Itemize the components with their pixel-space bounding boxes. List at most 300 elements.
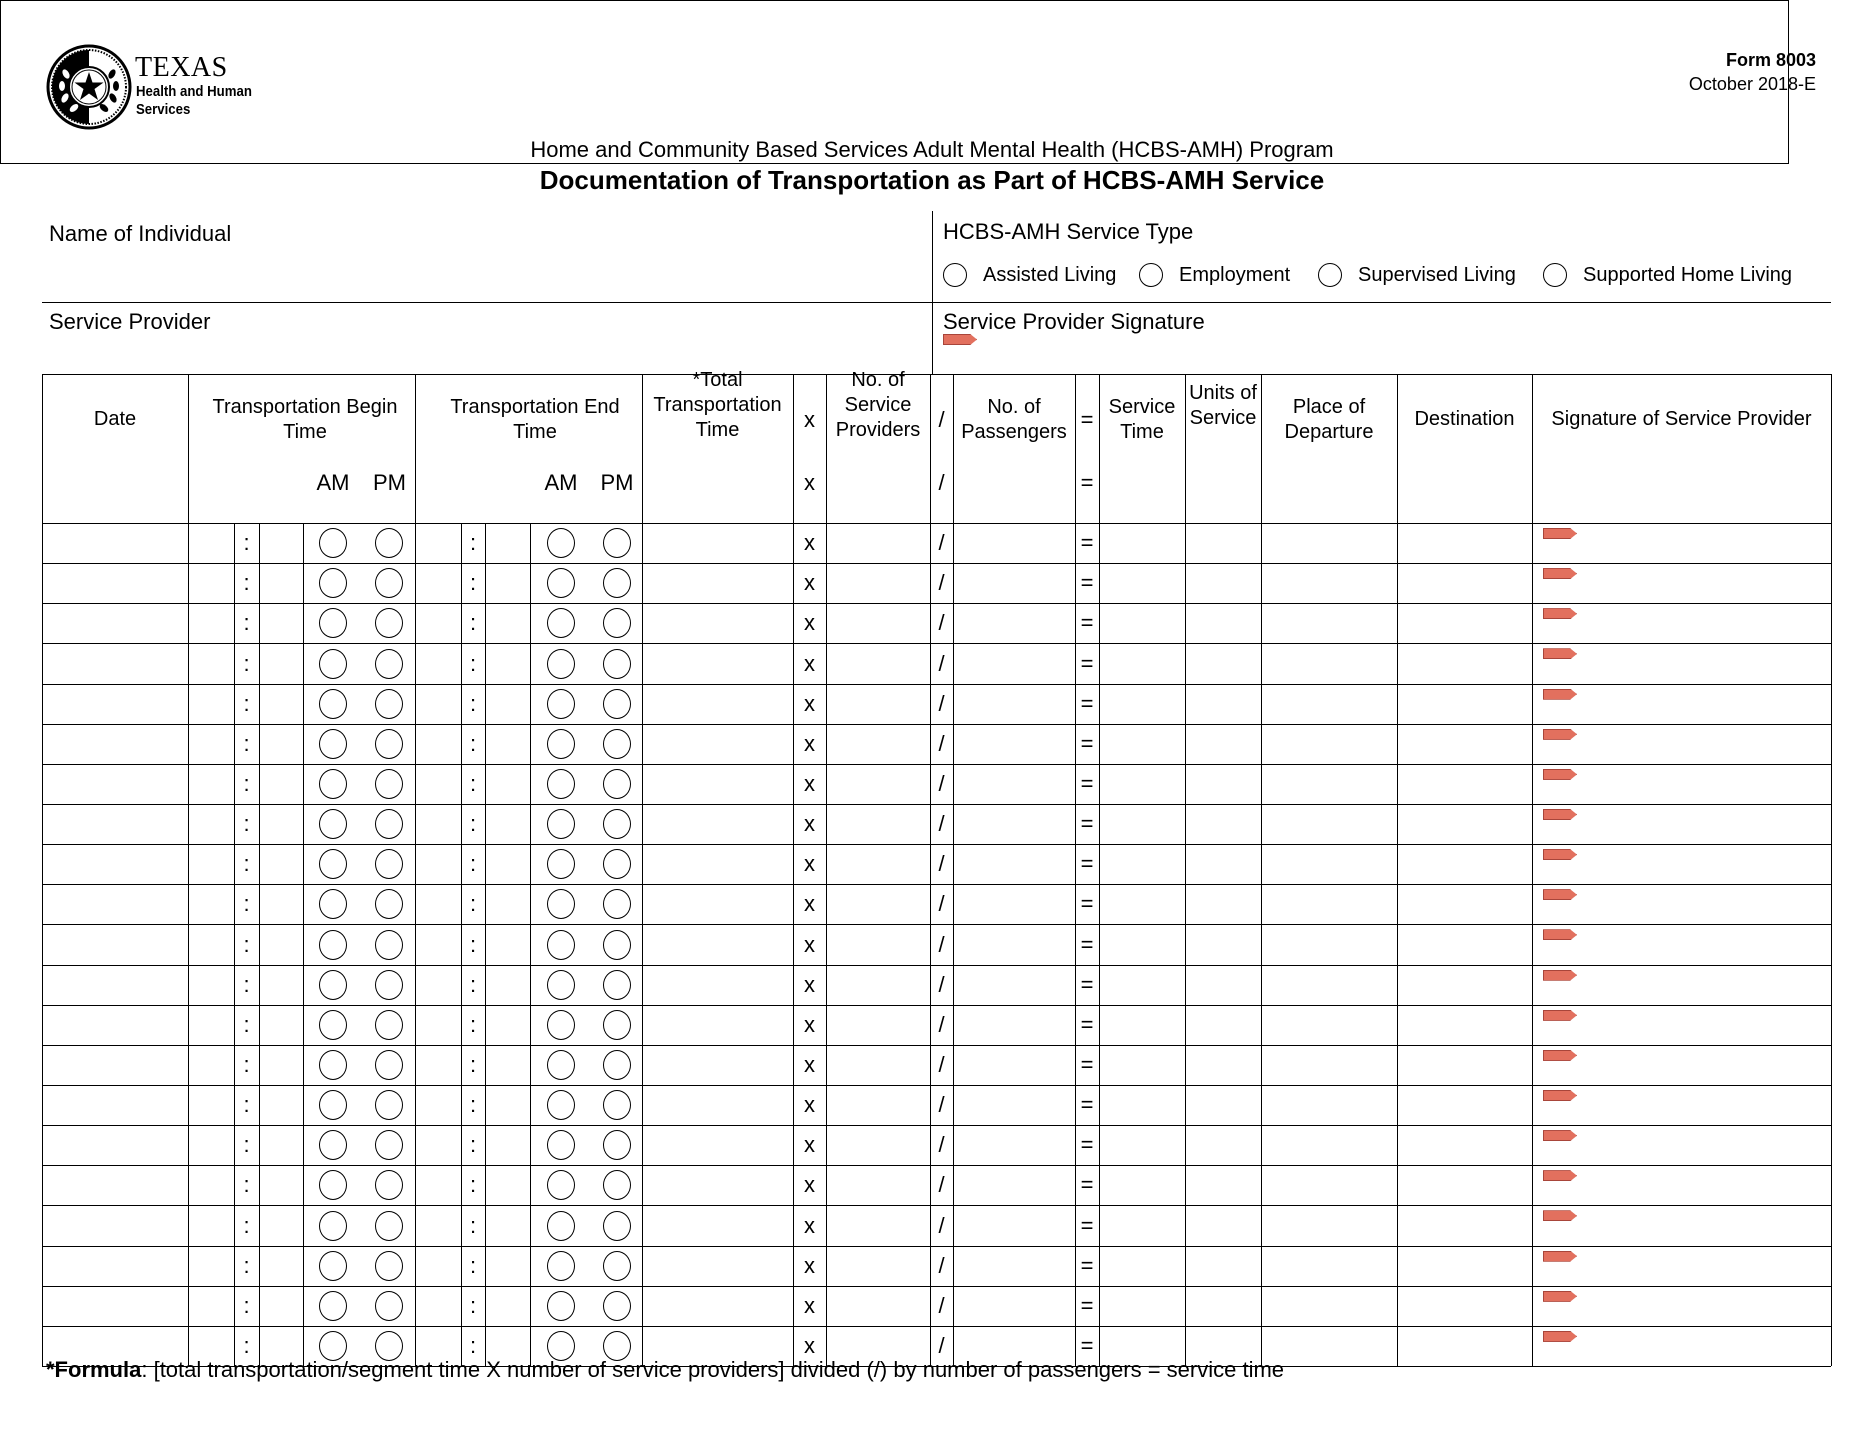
sign-here-tag-icon[interactable] — [1543, 1050, 1577, 1061]
destination-input[interactable] — [1398, 925, 1531, 963]
end-hour-input[interactable] — [416, 685, 460, 723]
date-input[interactable] — [43, 644, 187, 682]
destination-input[interactable] — [1398, 765, 1531, 803]
date-input[interactable] — [43, 845, 187, 883]
destination-input[interactable] — [1398, 885, 1531, 923]
date-input[interactable] — [43, 564, 187, 602]
begin-pm-radio[interactable] — [375, 1251, 403, 1281]
service-time-input[interactable] — [1100, 604, 1184, 642]
begin-pm-radio[interactable] — [375, 649, 403, 679]
begin-minute-input[interactable] — [260, 805, 302, 843]
total-time-input[interactable] — [643, 805, 792, 843]
date-input[interactable] — [43, 524, 187, 562]
radio-supported-home-living[interactable] — [1543, 263, 1567, 287]
begin-am-radio[interactable] — [319, 889, 347, 919]
destination-input[interactable] — [1398, 644, 1531, 682]
begin-hour-input[interactable] — [189, 524, 233, 562]
total-time-input[interactable] — [643, 524, 792, 562]
sign-here-tag-icon[interactable] — [1543, 1251, 1577, 1262]
departure-input[interactable] — [1262, 1126, 1396, 1164]
name-of-individual-field[interactable] — [44, 213, 930, 301]
sign-here-tag-icon[interactable] — [1543, 809, 1577, 820]
signature-input[interactable] — [1533, 564, 1830, 602]
end-pm-radio[interactable] — [603, 1211, 631, 1241]
begin-am-radio[interactable] — [319, 729, 347, 759]
begin-pm-radio[interactable] — [375, 769, 403, 799]
end-hour-input[interactable] — [416, 1166, 460, 1204]
signature-input[interactable] — [1533, 885, 1830, 923]
end-minute-input[interactable] — [486, 925, 529, 963]
departure-input[interactable] — [1262, 1287, 1396, 1325]
destination-input[interactable] — [1398, 1046, 1531, 1084]
signature-input[interactable] — [1533, 1006, 1830, 1044]
end-am-radio[interactable] — [547, 1170, 575, 1200]
total-time-input[interactable] — [643, 1166, 792, 1204]
sign-here-tag-icon[interactable] — [1543, 849, 1577, 860]
begin-minute-input[interactable] — [260, 1006, 302, 1044]
end-hour-input[interactable] — [416, 524, 460, 562]
end-minute-input[interactable] — [486, 524, 529, 562]
end-hour-input[interactable] — [416, 564, 460, 602]
signature-input[interactable] — [1533, 1166, 1830, 1204]
service-time-input[interactable] — [1100, 725, 1184, 763]
signature-input[interactable] — [1533, 1327, 1830, 1365]
num-providers-input[interactable] — [827, 1126, 929, 1164]
end-pm-radio[interactable] — [603, 970, 631, 1000]
signature-input[interactable] — [1533, 685, 1830, 723]
total-time-input[interactable] — [643, 1126, 792, 1164]
num-providers-input[interactable] — [827, 604, 929, 642]
num-providers-input[interactable] — [827, 564, 929, 602]
end-pm-radio[interactable] — [603, 769, 631, 799]
departure-input[interactable] — [1262, 1086, 1396, 1124]
service-time-input[interactable] — [1100, 1126, 1184, 1164]
end-am-radio[interactable] — [547, 809, 575, 839]
end-hour-input[interactable] — [416, 765, 460, 803]
sign-here-tag-icon[interactable] — [1543, 528, 1577, 539]
end-hour-input[interactable] — [416, 604, 460, 642]
departure-input[interactable] — [1262, 685, 1396, 723]
total-time-input[interactable] — [643, 1046, 792, 1084]
date-input[interactable] — [43, 725, 187, 763]
end-pm-radio[interactable] — [603, 1170, 631, 1200]
service-time-input[interactable] — [1100, 685, 1184, 723]
end-minute-input[interactable] — [486, 685, 529, 723]
end-am-radio[interactable] — [547, 1211, 575, 1241]
end-am-radio[interactable] — [547, 528, 575, 558]
end-pm-radio[interactable] — [603, 689, 631, 719]
begin-pm-radio[interactable] — [375, 1090, 403, 1120]
end-am-radio[interactable] — [547, 689, 575, 719]
begin-hour-input[interactable] — [189, 966, 233, 1004]
date-input[interactable] — [43, 1166, 187, 1204]
service-time-input[interactable] — [1100, 1086, 1184, 1124]
service-time-input[interactable] — [1100, 524, 1184, 562]
begin-pm-radio[interactable] — [375, 970, 403, 1000]
end-am-radio[interactable] — [547, 1291, 575, 1321]
end-am-radio[interactable] — [547, 970, 575, 1000]
end-pm-radio[interactable] — [603, 729, 631, 759]
num-providers-input[interactable] — [827, 1247, 929, 1285]
service-time-input[interactable] — [1100, 1166, 1184, 1204]
begin-am-radio[interactable] — [319, 1010, 347, 1040]
service-time-input[interactable] — [1100, 845, 1184, 883]
sign-here-tag-icon[interactable] — [1543, 1291, 1577, 1302]
num-passengers-input[interactable] — [954, 1086, 1074, 1124]
end-pm-radio[interactable] — [603, 1251, 631, 1281]
num-passengers-input[interactable] — [954, 1046, 1074, 1084]
num-providers-input[interactable] — [827, 1287, 929, 1325]
date-input[interactable] — [43, 885, 187, 923]
end-am-radio[interactable] — [547, 1050, 575, 1080]
service-time-input[interactable] — [1100, 1206, 1184, 1244]
destination-input[interactable] — [1398, 1006, 1531, 1044]
end-minute-input[interactable] — [486, 1287, 529, 1325]
date-input[interactable] — [43, 1287, 187, 1325]
begin-pm-radio[interactable] — [375, 849, 403, 879]
num-passengers-input[interactable] — [954, 685, 1074, 723]
departure-input[interactable] — [1262, 604, 1396, 642]
units-input[interactable] — [1186, 1006, 1260, 1044]
units-input[interactable] — [1186, 1247, 1260, 1285]
num-passengers-input[interactable] — [954, 805, 1074, 843]
begin-am-radio[interactable] — [319, 970, 347, 1000]
end-am-radio[interactable] — [547, 568, 575, 598]
units-input[interactable] — [1186, 564, 1260, 602]
end-minute-input[interactable] — [486, 845, 529, 883]
begin-pm-radio[interactable] — [375, 608, 403, 638]
end-am-radio[interactable] — [547, 649, 575, 679]
begin-minute-input[interactable] — [260, 1086, 302, 1124]
num-providers-input[interactable] — [827, 1166, 929, 1204]
end-minute-input[interactable] — [486, 1086, 529, 1124]
num-passengers-input[interactable] — [954, 644, 1074, 682]
begin-am-radio[interactable] — [319, 849, 347, 879]
begin-minute-input[interactable] — [260, 725, 302, 763]
begin-hour-input[interactable] — [189, 1166, 233, 1204]
units-input[interactable] — [1186, 725, 1260, 763]
total-time-input[interactable] — [643, 925, 792, 963]
destination-input[interactable] — [1398, 1247, 1531, 1285]
signature-input[interactable] — [1533, 1086, 1830, 1124]
num-passengers-input[interactable] — [954, 725, 1074, 763]
end-hour-input[interactable] — [416, 1206, 460, 1244]
begin-pm-radio[interactable] — [375, 1170, 403, 1200]
radio-employment[interactable] — [1139, 263, 1163, 287]
begin-hour-input[interactable] — [189, 1287, 233, 1325]
begin-am-radio[interactable] — [319, 689, 347, 719]
date-input[interactable] — [43, 685, 187, 723]
begin-hour-input[interactable] — [189, 1086, 233, 1124]
end-minute-input[interactable] — [486, 604, 529, 642]
begin-am-radio[interactable] — [319, 528, 347, 558]
departure-input[interactable] — [1262, 885, 1396, 923]
service-time-input[interactable] — [1100, 1006, 1184, 1044]
begin-pm-radio[interactable] — [375, 1291, 403, 1321]
destination-input[interactable] — [1398, 1086, 1531, 1124]
sign-here-tag-icon[interactable] — [1543, 1331, 1577, 1342]
sign-here-tag-icon[interactable] — [1543, 729, 1577, 740]
total-time-input[interactable] — [643, 564, 792, 602]
units-input[interactable] — [1186, 925, 1260, 963]
total-time-input[interactable] — [643, 845, 792, 883]
destination-input[interactable] — [1398, 685, 1531, 723]
end-hour-input[interactable] — [416, 1126, 460, 1164]
sign-here-tag-icon[interactable] — [1543, 769, 1577, 780]
begin-minute-input[interactable] — [260, 685, 302, 723]
begin-minute-input[interactable] — [260, 1046, 302, 1084]
total-time-input[interactable] — [643, 1206, 792, 1244]
num-providers-input[interactable] — [827, 765, 929, 803]
num-providers-input[interactable] — [827, 1206, 929, 1244]
end-am-radio[interactable] — [547, 1251, 575, 1281]
begin-pm-radio[interactable] — [375, 1130, 403, 1160]
num-passengers-input[interactable] — [954, 1247, 1074, 1285]
end-pm-radio[interactable] — [603, 649, 631, 679]
service-time-input[interactable] — [1100, 765, 1184, 803]
end-minute-input[interactable] — [486, 1126, 529, 1164]
departure-input[interactable] — [1262, 1006, 1396, 1044]
departure-input[interactable] — [1262, 1247, 1396, 1285]
date-input[interactable] — [43, 1046, 187, 1084]
end-pm-radio[interactable] — [603, 608, 631, 638]
departure-input[interactable] — [1262, 966, 1396, 1004]
end-am-radio[interactable] — [547, 1010, 575, 1040]
begin-minute-input[interactable] — [260, 885, 302, 923]
service-time-input[interactable] — [1100, 1046, 1184, 1084]
begin-minute-input[interactable] — [260, 1126, 302, 1164]
units-input[interactable] — [1186, 1206, 1260, 1244]
radio-supervised-living[interactable] — [1318, 263, 1342, 287]
begin-minute-input[interactable] — [260, 1287, 302, 1325]
end-hour-input[interactable] — [416, 1247, 460, 1285]
begin-minute-input[interactable] — [260, 765, 302, 803]
departure-input[interactable] — [1262, 845, 1396, 883]
date-input[interactable] — [43, 1086, 187, 1124]
end-hour-input[interactable] — [416, 1046, 460, 1084]
signature-input[interactable] — [1533, 1126, 1830, 1164]
begin-am-radio[interactable] — [319, 1050, 347, 1080]
units-input[interactable] — [1186, 765, 1260, 803]
num-passengers-input[interactable] — [954, 845, 1074, 883]
begin-minute-input[interactable] — [260, 925, 302, 963]
num-passengers-input[interactable] — [954, 1006, 1074, 1044]
destination-input[interactable] — [1398, 966, 1531, 1004]
end-minute-input[interactable] — [486, 1166, 529, 1204]
sign-here-tag-icon[interactable] — [1543, 1010, 1577, 1021]
num-passengers-input[interactable] — [954, 524, 1074, 562]
num-providers-input[interactable] — [827, 805, 929, 843]
destination-input[interactable] — [1398, 604, 1531, 642]
end-pm-radio[interactable] — [603, 930, 631, 960]
begin-minute-input[interactable] — [260, 966, 302, 1004]
date-input[interactable] — [43, 1247, 187, 1285]
radio-assisted-living[interactable] — [943, 263, 967, 287]
departure-input[interactable] — [1262, 1166, 1396, 1204]
begin-hour-input[interactable] — [189, 644, 233, 682]
departure-input[interactable] — [1262, 725, 1396, 763]
num-providers-input[interactable] — [827, 644, 929, 682]
units-input[interactable] — [1186, 1046, 1260, 1084]
end-am-radio[interactable] — [547, 1090, 575, 1120]
begin-minute-input[interactable] — [260, 604, 302, 642]
departure-input[interactable] — [1262, 564, 1396, 602]
total-time-input[interactable] — [643, 966, 792, 1004]
date-input[interactable] — [43, 765, 187, 803]
begin-hour-input[interactable] — [189, 1247, 233, 1285]
service-type-option-supervised-living[interactable] — [1318, 263, 1516, 287]
begin-am-radio[interactable] — [319, 1130, 347, 1160]
begin-hour-input[interactable] — [189, 1126, 233, 1164]
destination-input[interactable] — [1398, 725, 1531, 763]
num-passengers-input[interactable] — [954, 765, 1074, 803]
begin-pm-radio[interactable] — [375, 729, 403, 759]
units-input[interactable] — [1186, 685, 1260, 723]
begin-pm-radio[interactable] — [375, 1050, 403, 1080]
begin-hour-input[interactable] — [189, 1046, 233, 1084]
begin-minute-input[interactable] — [260, 524, 302, 562]
begin-minute-input[interactable] — [260, 564, 302, 602]
num-providers-input[interactable] — [827, 925, 929, 963]
signature-input[interactable] — [1533, 644, 1830, 682]
num-providers-input[interactable] — [827, 966, 929, 1004]
num-passengers-input[interactable] — [954, 885, 1074, 923]
end-minute-input[interactable] — [486, 564, 529, 602]
end-hour-input[interactable] — [416, 845, 460, 883]
service-type-option-supported-home-living[interactable] — [1543, 263, 1792, 287]
end-hour-input[interactable] — [416, 925, 460, 963]
end-hour-input[interactable] — [416, 1006, 460, 1044]
num-passengers-input[interactable] — [954, 1287, 1074, 1325]
signature-input[interactable] — [1533, 1046, 1830, 1084]
service-time-input[interactable] — [1100, 966, 1184, 1004]
service-time-input[interactable] — [1100, 925, 1184, 963]
destination-input[interactable] — [1398, 1126, 1531, 1164]
provider-signature-field[interactable] — [934, 304, 1830, 374]
begin-hour-input[interactable] — [189, 604, 233, 642]
num-providers-input[interactable] — [827, 685, 929, 723]
units-input[interactable] — [1186, 966, 1260, 1004]
begin-minute-input[interactable] — [260, 644, 302, 682]
begin-hour-input[interactable] — [189, 725, 233, 763]
destination-input[interactable] — [1398, 845, 1531, 883]
end-hour-input[interactable] — [416, 885, 460, 923]
total-time-input[interactable] — [643, 1006, 792, 1044]
units-input[interactable] — [1186, 805, 1260, 843]
end-pm-radio[interactable] — [603, 809, 631, 839]
units-input[interactable] — [1186, 524, 1260, 562]
end-pm-radio[interactable] — [603, 1050, 631, 1080]
begin-am-radio[interactable] — [319, 608, 347, 638]
units-input[interactable] — [1186, 604, 1260, 642]
end-pm-radio[interactable] — [603, 889, 631, 919]
total-time-input[interactable] — [643, 1247, 792, 1285]
num-providers-input[interactable] — [827, 845, 929, 883]
end-pm-radio[interactable] — [603, 1130, 631, 1160]
sign-here-tag-icon[interactable] — [1543, 1170, 1577, 1181]
end-minute-input[interactable] — [486, 725, 529, 763]
num-providers-input[interactable] — [827, 725, 929, 763]
sign-here-tag-icon[interactable] — [1543, 648, 1577, 659]
begin-hour-input[interactable] — [189, 1006, 233, 1044]
signature-input[interactable] — [1533, 725, 1830, 763]
end-am-radio[interactable] — [547, 889, 575, 919]
units-input[interactable] — [1186, 845, 1260, 883]
departure-input[interactable] — [1262, 1206, 1396, 1244]
signature-input[interactable] — [1533, 524, 1830, 562]
end-minute-input[interactable] — [486, 1247, 529, 1285]
end-am-radio[interactable] — [547, 1130, 575, 1160]
service-type-option-assisted-living[interactable] — [943, 263, 1116, 287]
total-time-input[interactable] — [643, 1287, 792, 1325]
total-time-input[interactable] — [643, 725, 792, 763]
signature-input[interactable] — [1533, 1287, 1830, 1325]
end-am-radio[interactable] — [547, 849, 575, 879]
signature-input[interactable] — [1533, 925, 1830, 963]
num-passengers-input[interactable] — [954, 925, 1074, 963]
num-passengers-input[interactable] — [954, 966, 1074, 1004]
begin-hour-input[interactable] — [189, 1206, 233, 1244]
signature-input[interactable] — [1533, 1247, 1830, 1285]
units-input[interactable] — [1186, 1086, 1260, 1124]
end-pm-radio[interactable] — [603, 1291, 631, 1321]
num-providers-input[interactable] — [827, 885, 929, 923]
destination-input[interactable] — [1398, 564, 1531, 602]
begin-pm-radio[interactable] — [375, 809, 403, 839]
begin-minute-input[interactable] — [260, 845, 302, 883]
begin-am-radio[interactable] — [319, 1211, 347, 1241]
destination-input[interactable] — [1398, 1166, 1531, 1204]
service-time-input[interactable] — [1100, 885, 1184, 923]
end-minute-input[interactable] — [486, 966, 529, 1004]
begin-pm-radio[interactable] — [375, 568, 403, 598]
begin-minute-input[interactable] — [260, 1206, 302, 1244]
departure-input[interactable] — [1262, 1046, 1396, 1084]
begin-am-radio[interactable] — [319, 809, 347, 839]
total-time-input[interactable] — [643, 765, 792, 803]
sign-here-tag-icon[interactable] — [1543, 970, 1577, 981]
end-minute-input[interactable] — [486, 1006, 529, 1044]
num-providers-input[interactable] — [827, 1086, 929, 1124]
begin-pm-radio[interactable] — [375, 930, 403, 960]
begin-pm-radio[interactable] — [375, 889, 403, 919]
sign-here-tag-icon[interactable] — [1543, 1210, 1577, 1221]
end-hour-input[interactable] — [416, 966, 460, 1004]
end-minute-input[interactable] — [486, 885, 529, 923]
begin-pm-radio[interactable] — [375, 528, 403, 558]
begin-pm-radio[interactable] — [375, 1211, 403, 1241]
signature-input[interactable] — [1533, 1206, 1830, 1244]
num-passengers-input[interactable] — [954, 1166, 1074, 1204]
num-providers-input[interactable] — [827, 524, 929, 562]
units-input[interactable] — [1186, 1287, 1260, 1325]
destination-input[interactable] — [1398, 1206, 1531, 1244]
date-input[interactable] — [43, 925, 187, 963]
destination-input[interactable] — [1398, 805, 1531, 843]
total-time-input[interactable] — [643, 685, 792, 723]
end-pm-radio[interactable] — [603, 849, 631, 879]
units-input[interactable] — [1186, 644, 1260, 682]
end-minute-input[interactable] — [486, 805, 529, 843]
units-input[interactable] — [1186, 1126, 1260, 1164]
sign-here-tag-icon[interactable] — [1543, 568, 1577, 579]
end-am-radio[interactable] — [547, 608, 575, 638]
end-hour-input[interactable] — [416, 1086, 460, 1124]
date-input[interactable] — [43, 966, 187, 1004]
signature-input[interactable] — [1533, 604, 1830, 642]
date-input[interactable] — [43, 1206, 187, 1244]
end-pm-radio[interactable] — [603, 568, 631, 598]
